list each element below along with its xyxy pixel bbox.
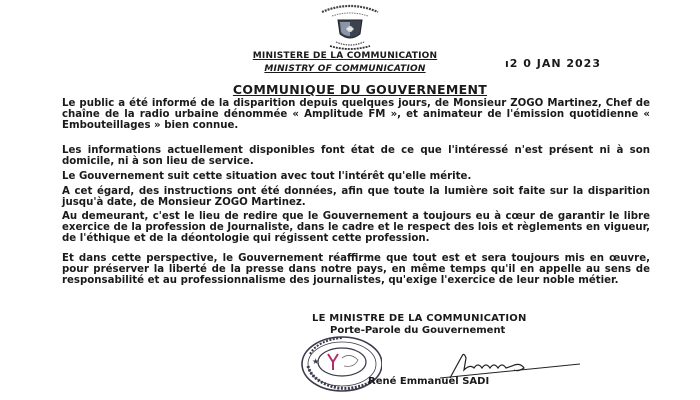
ministry-name-english: MINISTRY OF COMMUNICATION <box>264 64 426 74</box>
ministry-name-french: MINISTERE DE LA COMMUNICATION <box>252 51 438 61</box>
coat-of-arms-icon <box>300 2 400 52</box>
svg-text:★: ★ <box>312 357 320 366</box>
paragraph-1: Le public a été informé de la disparition depuis quelques jours, de Monsieur ZOGO Martinez, Chef de chaîne de la radio urbaine dénommée « Amplitude FM », et animateur de l'émission quotidienne « Embouteillages » bien connue. <box>62 98 650 131</box>
paragraph-2: Les informations actuellement disponibles font état de ce que l'intéressé n'est présent ni à son domicile, ni à son lieu de service. <box>62 145 650 167</box>
date-stamp: ı2 0 JAN 2023 <box>505 57 601 70</box>
signatory-subtitle: Porte-Parole du Gouvernement <box>330 325 506 336</box>
paragraph-6: Et dans cette perspective, le Gouvernement réaffirme que tout est et sera toujours mis en œuvre, pour préserver la liberté de la presse dans notre pays, en même temps qu'il en appelle au sens de responsabilité et au professionnalisme des journalistes, qu'exige l'exercice de leur noble métier. <box>62 253 650 286</box>
paragraph-4: A cet égard, des instructions ont été données, afin que toute la lumière soit faite sur la disparition jusqu'à date, de Monsieur ZOGO Martinez. <box>62 186 650 208</box>
document-title: COMMUNIQUE DU GOUVERNEMENT <box>232 82 488 97</box>
signatory-title: LE MINISTRE DE LA COMMUNICATION <box>312 313 527 324</box>
signatory-name: René Emmanuel SADI <box>368 376 490 387</box>
paragraph-5: Au demeurant, c'est le lieu de redire que le Gouvernement a toujours eu à cœur de garantir le libre exercice de la profession de Journaliste, dans le cadre et le respect des lois et règlements en vigueur, de l'éthique et de la déontologie qui régissent cette profession. <box>62 211 650 244</box>
paragraph-3: Le Gouvernement suit cette situation avec tout l'intérêt qu'elle mérite. <box>62 171 472 182</box>
